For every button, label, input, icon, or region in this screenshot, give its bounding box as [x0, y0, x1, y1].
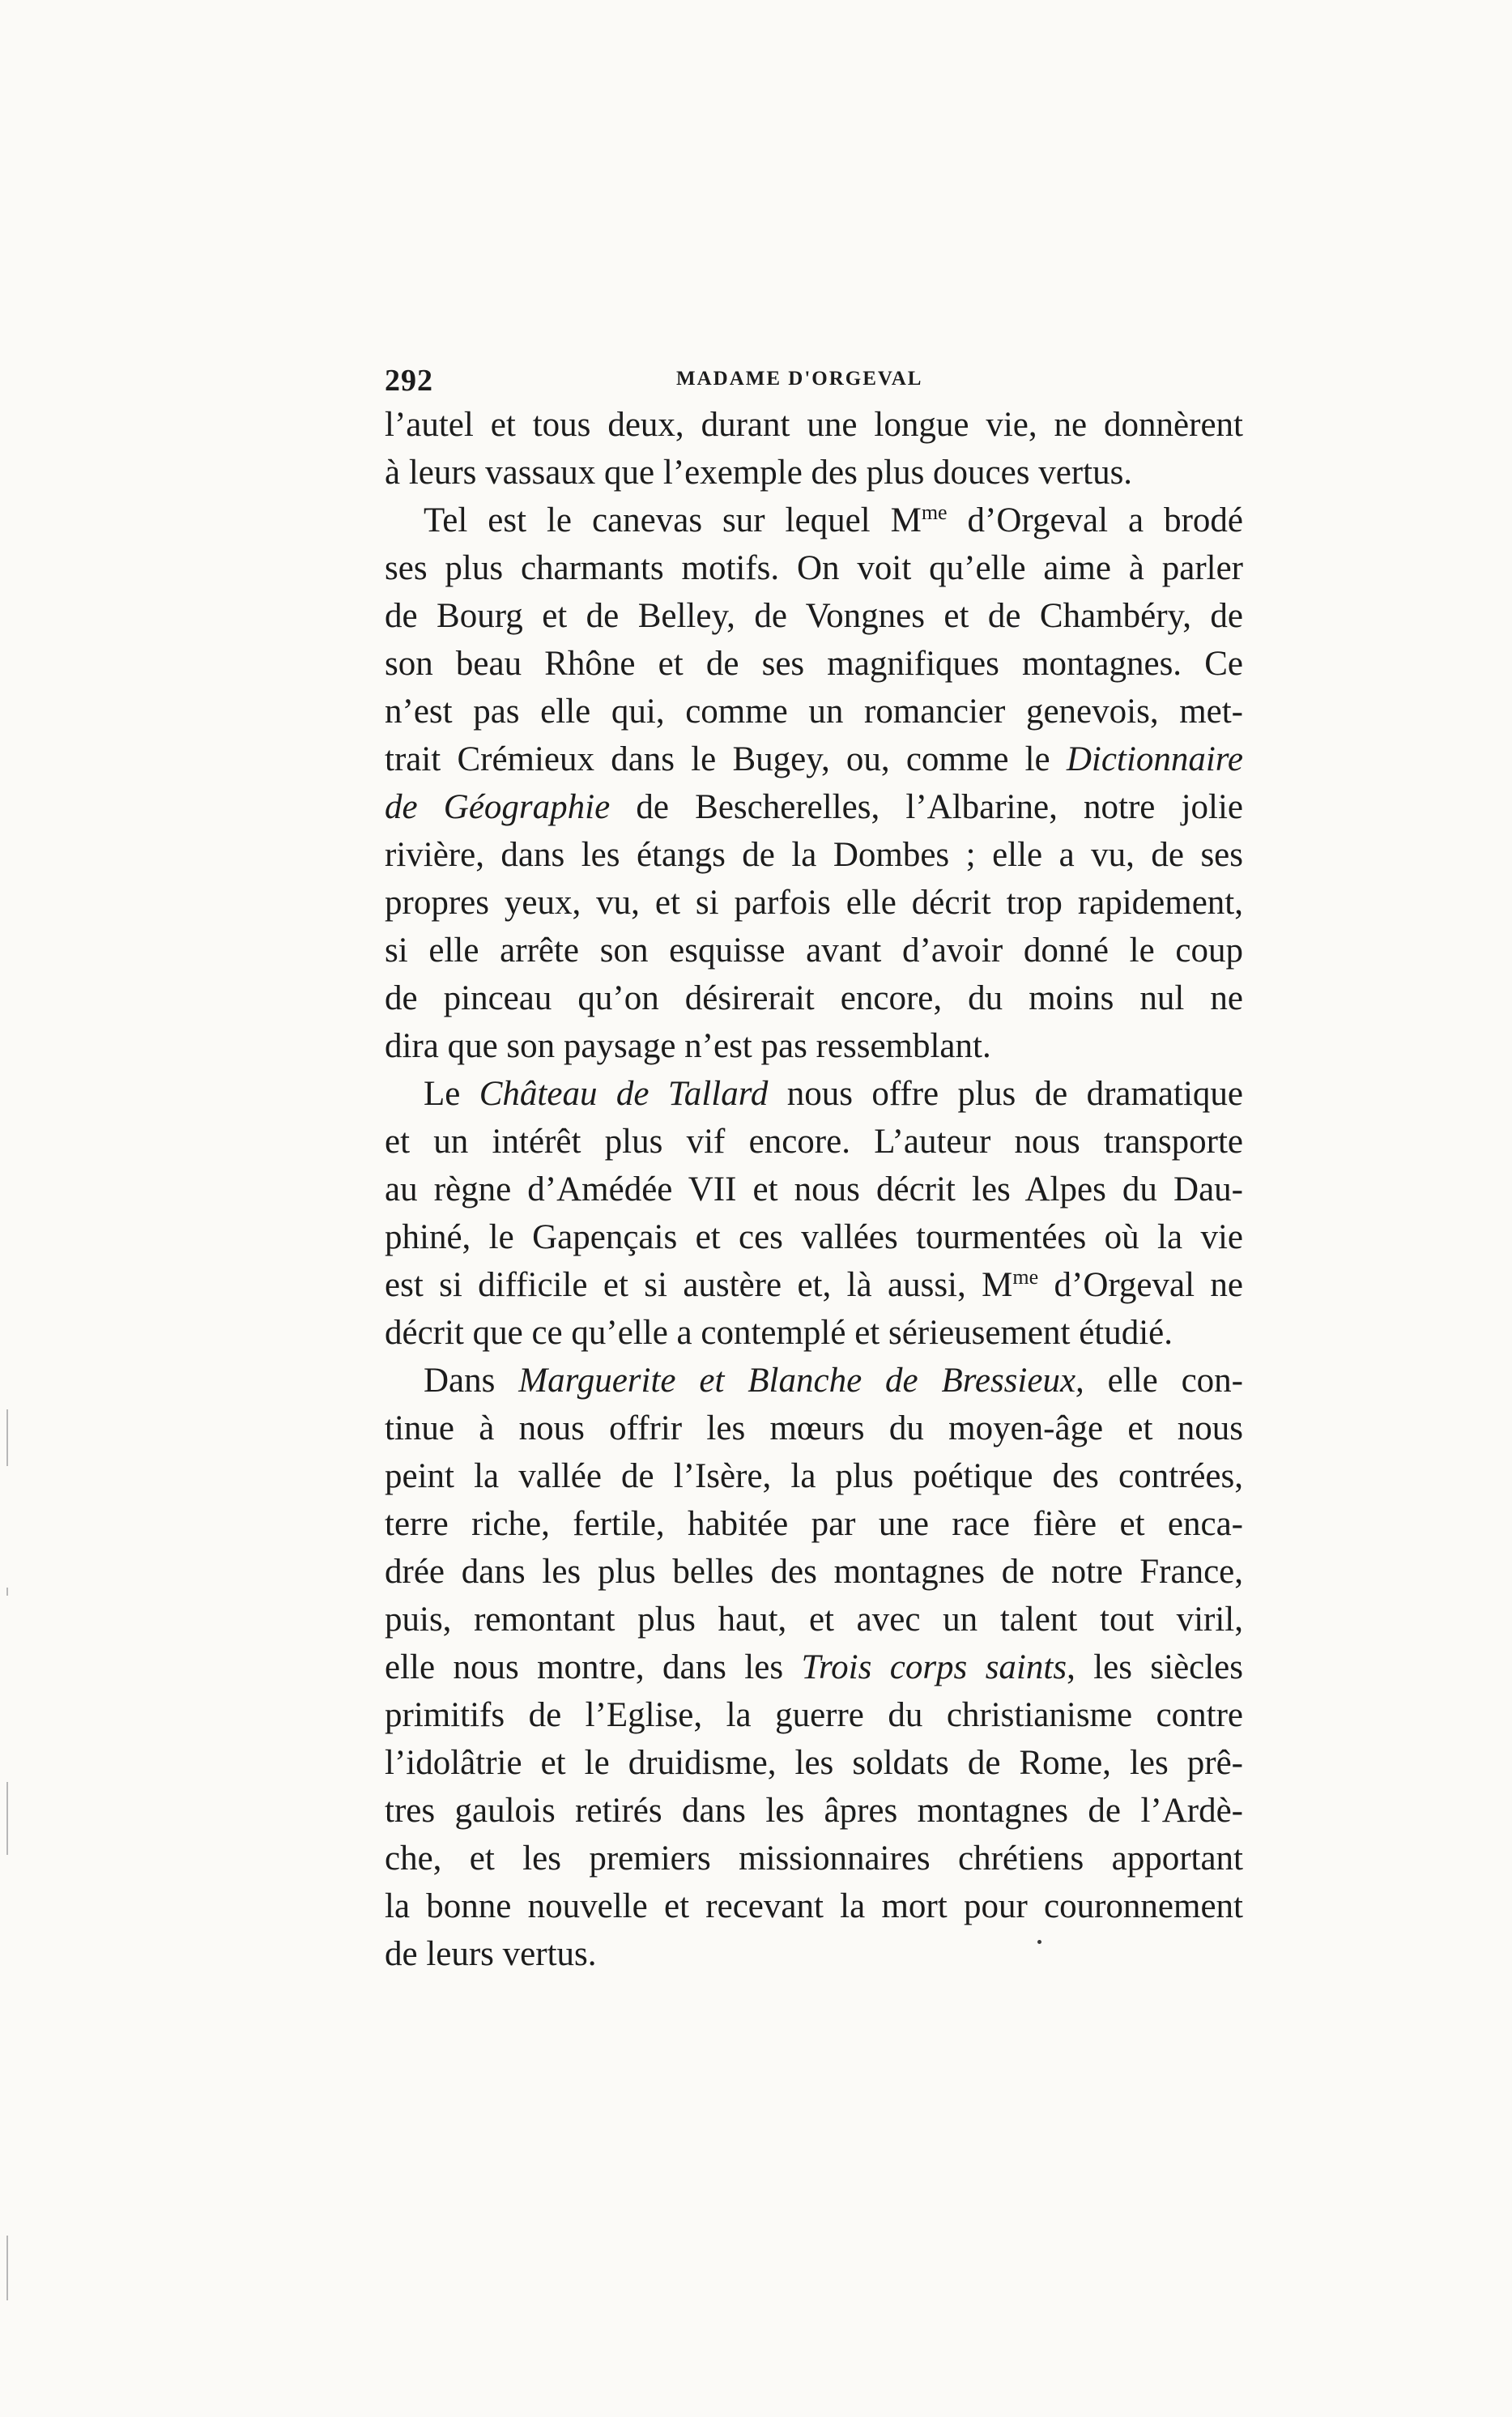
scan-margin-mark	[6, 1409, 8, 1466]
text-line: et un intérêt plus vif encore. L’auteur nous transporte	[385, 1123, 1243, 1161]
paragraph-start-line: Le Château de Tallard nous offre plus de dramatique	[424, 1075, 1243, 1113]
text-line: phiné, le Gapençais et ces vallées tourmentées où la vie	[385, 1218, 1243, 1256]
text-line: de Bourg et de Belley, de Vongnes et de Chambéry, de	[385, 597, 1243, 635]
text-line: tres gaulois retirés dans les âpres montagnes de l’Ardè-	[385, 1792, 1243, 1830]
body-text	[385, 401, 1243, 1978]
text-line: tinue à nous offrir les mœurs du moyen-âge et nous	[385, 1409, 1243, 1447]
text-line: est si difficile et si austère et, là aussi, $M^{me}$ d’Orgeval ne	[385, 1265, 1243, 1304]
text-line: rivière, dans les étangs de la Dombes ; elle a vu, de ses	[385, 836, 1243, 874]
text-line: n’est pas elle qui, comme un romancier genevois, met-	[385, 693, 1243, 731]
text-line: trait Crémieux dans le Bugey, ou, comme le Dictionnaire	[385, 740, 1243, 778]
text-line: décrit que ce qu’elle a contemplé et sérieusement étudié.	[385, 1314, 1173, 1352]
superscript: me	[921, 501, 948, 524]
text-line: ses plus charmants motifs. On voit qu’elle aime à parler	[385, 549, 1243, 587]
text-line: primitifs de l’Eglise, la guerre du christianisme contre	[385, 1696, 1243, 1734]
superscript: me	[1012, 1265, 1039, 1289]
paragraph-start-line: Dans Marguerite et Blanche de Bressieux, elle con-	[424, 1362, 1243, 1400]
italic-title: de Géographie	[385, 788, 611, 826]
scan-margin-mark	[6, 1588, 8, 1596]
text-line: peint la vallée de l’Isère, la plus poétique des contrées,	[385, 1457, 1243, 1495]
text-line: drée dans les plus belles des montagnes de notre France,	[385, 1553, 1243, 1591]
scan-margin-mark	[6, 2236, 8, 2300]
italic-title: Dictionnaire	[1066, 740, 1243, 778]
text-line: si elle arrête son esquisse avant d’avoir donné le coup	[385, 931, 1243, 970]
text-line: son beau Rhône et de ses magnifiques montagnes. Ce	[385, 645, 1243, 683]
italic-title: Château de Tallard	[479, 1075, 769, 1113]
text-line: che, et les premiers missionnaires chrétiens apportant	[385, 1839, 1243, 1878]
text-line: puis, remontant plus haut, et avec un talent tout viril,	[385, 1601, 1243, 1639]
text-line: propres yeux, vu, et si parfois elle décrit trop rapidement,	[385, 884, 1243, 922]
text-line: l’idolâtrie et le druidisme, les soldats de Rome, les prê-	[385, 1744, 1243, 1782]
text-line: terre riche, fertile, habitée par une race fière et enca-	[385, 1505, 1243, 1543]
text-line: de leurs vertus.	[385, 1935, 597, 1973]
italic-title: Marguerite et Blanche de Bressieux,	[518, 1362, 1084, 1400]
text-line: l’autel et tous deux, durant une longue vie, ne donnèrent	[385, 406, 1243, 444]
text-line: de pinceau qu’on désirerait encore, du moins nul ne	[385, 979, 1243, 1017]
text-line: de Géographie de Bescherelles, l’Albarine, notre jolie	[385, 788, 1243, 826]
text-line: au règne d’Amédée VII et nous décrit les Alpes du Dau-	[385, 1170, 1243, 1208]
running-head: MADAME D'ORGEVAL	[676, 368, 923, 390]
ink-speck	[1037, 1940, 1041, 1944]
italic-title: Trois corps saints	[801, 1648, 1067, 1686]
text-line: la bonne nouvelle et recevant la mort pour couronnement	[385, 1887, 1243, 1925]
page-number: 292	[385, 364, 433, 398]
paragraph-start-line: Tel est le canevas sur lequel $M^{me}$ d’Orgeval a brodé	[424, 501, 1243, 539]
text-line: dira que son paysage n’est pas ressemblant.	[385, 1027, 991, 1065]
page-header	[385, 363, 1243, 403]
text-line: à leurs vassaux que l’exemple des plus douces vertus.	[385, 454, 1133, 492]
scan-margin-mark	[6, 1782, 8, 1855]
text-line: elle nous montre, dans les Trois corps saints, les siècles	[385, 1648, 1244, 1686]
